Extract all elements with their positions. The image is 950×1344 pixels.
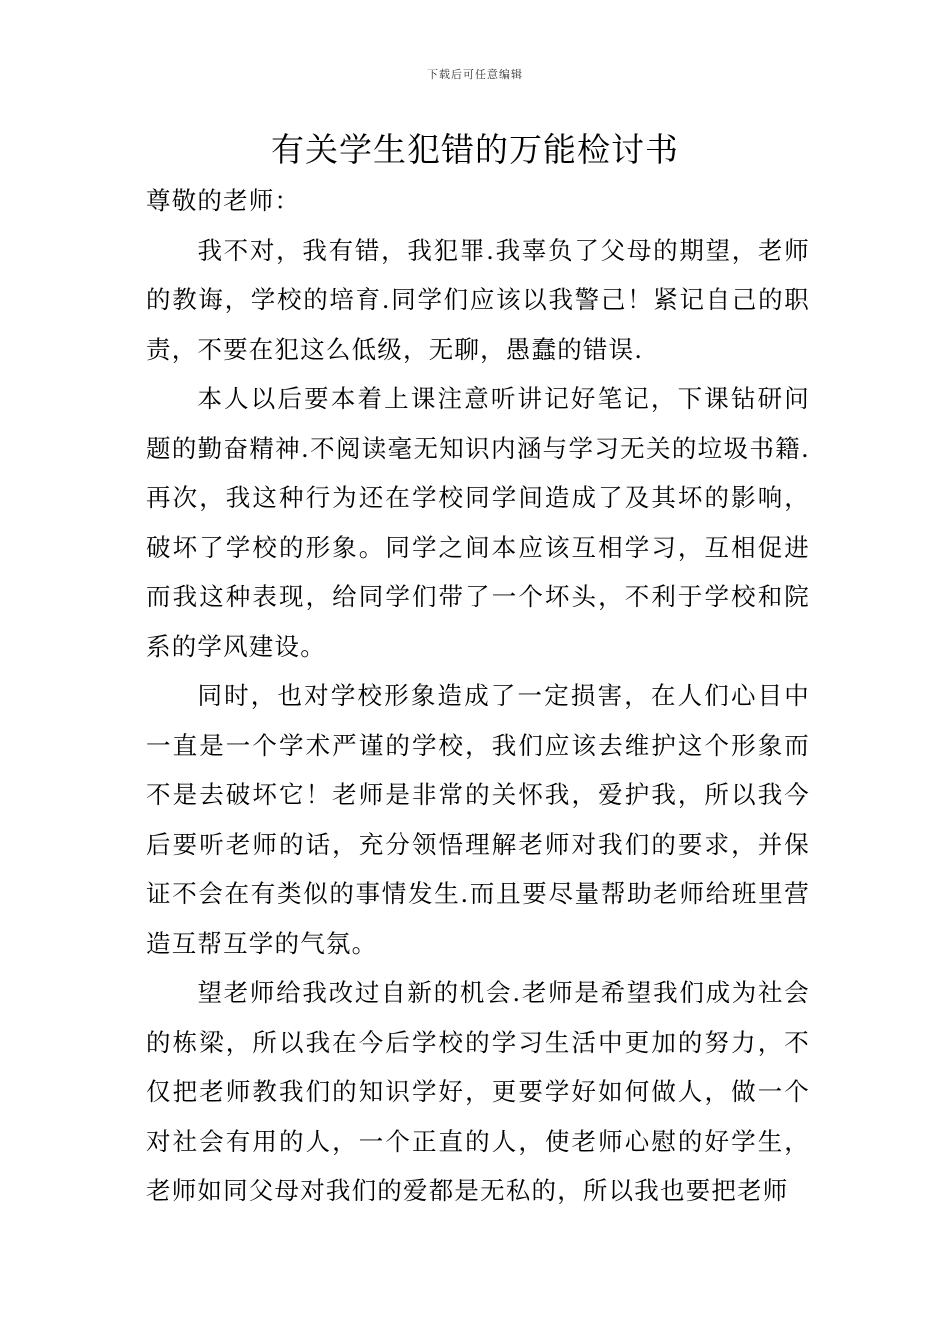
paragraph-4: 望老师给我改过自新的机会.老师是希望我们成为社会的栋梁，所以我在今后学校的学习生活中更加的努力，不仅把老师教我们的知识学好，更要学好如何做人，做一个对社会有用的人，一个正直的人，使老师心慰的好学生，老师如同父母对我们的爱都是无私的，所以我也要把老师 <box>146 978 810 1205</box>
paragraph-2: 本人以后要本着上课注意听讲记好笔记，下课钻研问题的勤奋精神.不阅读毫无知识内涵与学习无关的垃圾书籍.再次，我这种行为还在学校同学间造成了及其坏的影响，破坏了学校的形象。同学之间本应该互相学习，互相促进而我这种表现，给同学们带了一个坏头，不利于学校和院系的学风建设。 <box>146 384 810 661</box>
header-note: 下载后可任意编辑 <box>427 68 523 81</box>
document-body <box>146 176 810 1216</box>
paragraph-1: 我不对，我有错，我犯罪.我辜负了父母的期望，老师的教诲，学校的培育.同学们应该以我警己！紧记自己的职责，不要在犯这么低级，无聊，愚蠢的错误. <box>146 235 810 364</box>
salutation: 尊敬的老师： <box>146 186 301 215</box>
paragraph-3: 同时，也对学校形象造成了一定损害，在人们心目中一直是一个学术严谨的学校，我们应该去维护这个形象而不是去破坏它！老师是非常的关怀我，爱护我，所以我今后要听老师的话，充分领悟理解老师对我们的要求，并保证不会在有类似的事情发生.而且要尽量帮助老师给班里营造互帮互学的气氛。 <box>146 681 810 958</box>
document-title: 有关学生犯错的万能检讨书 <box>271 130 679 169</box>
